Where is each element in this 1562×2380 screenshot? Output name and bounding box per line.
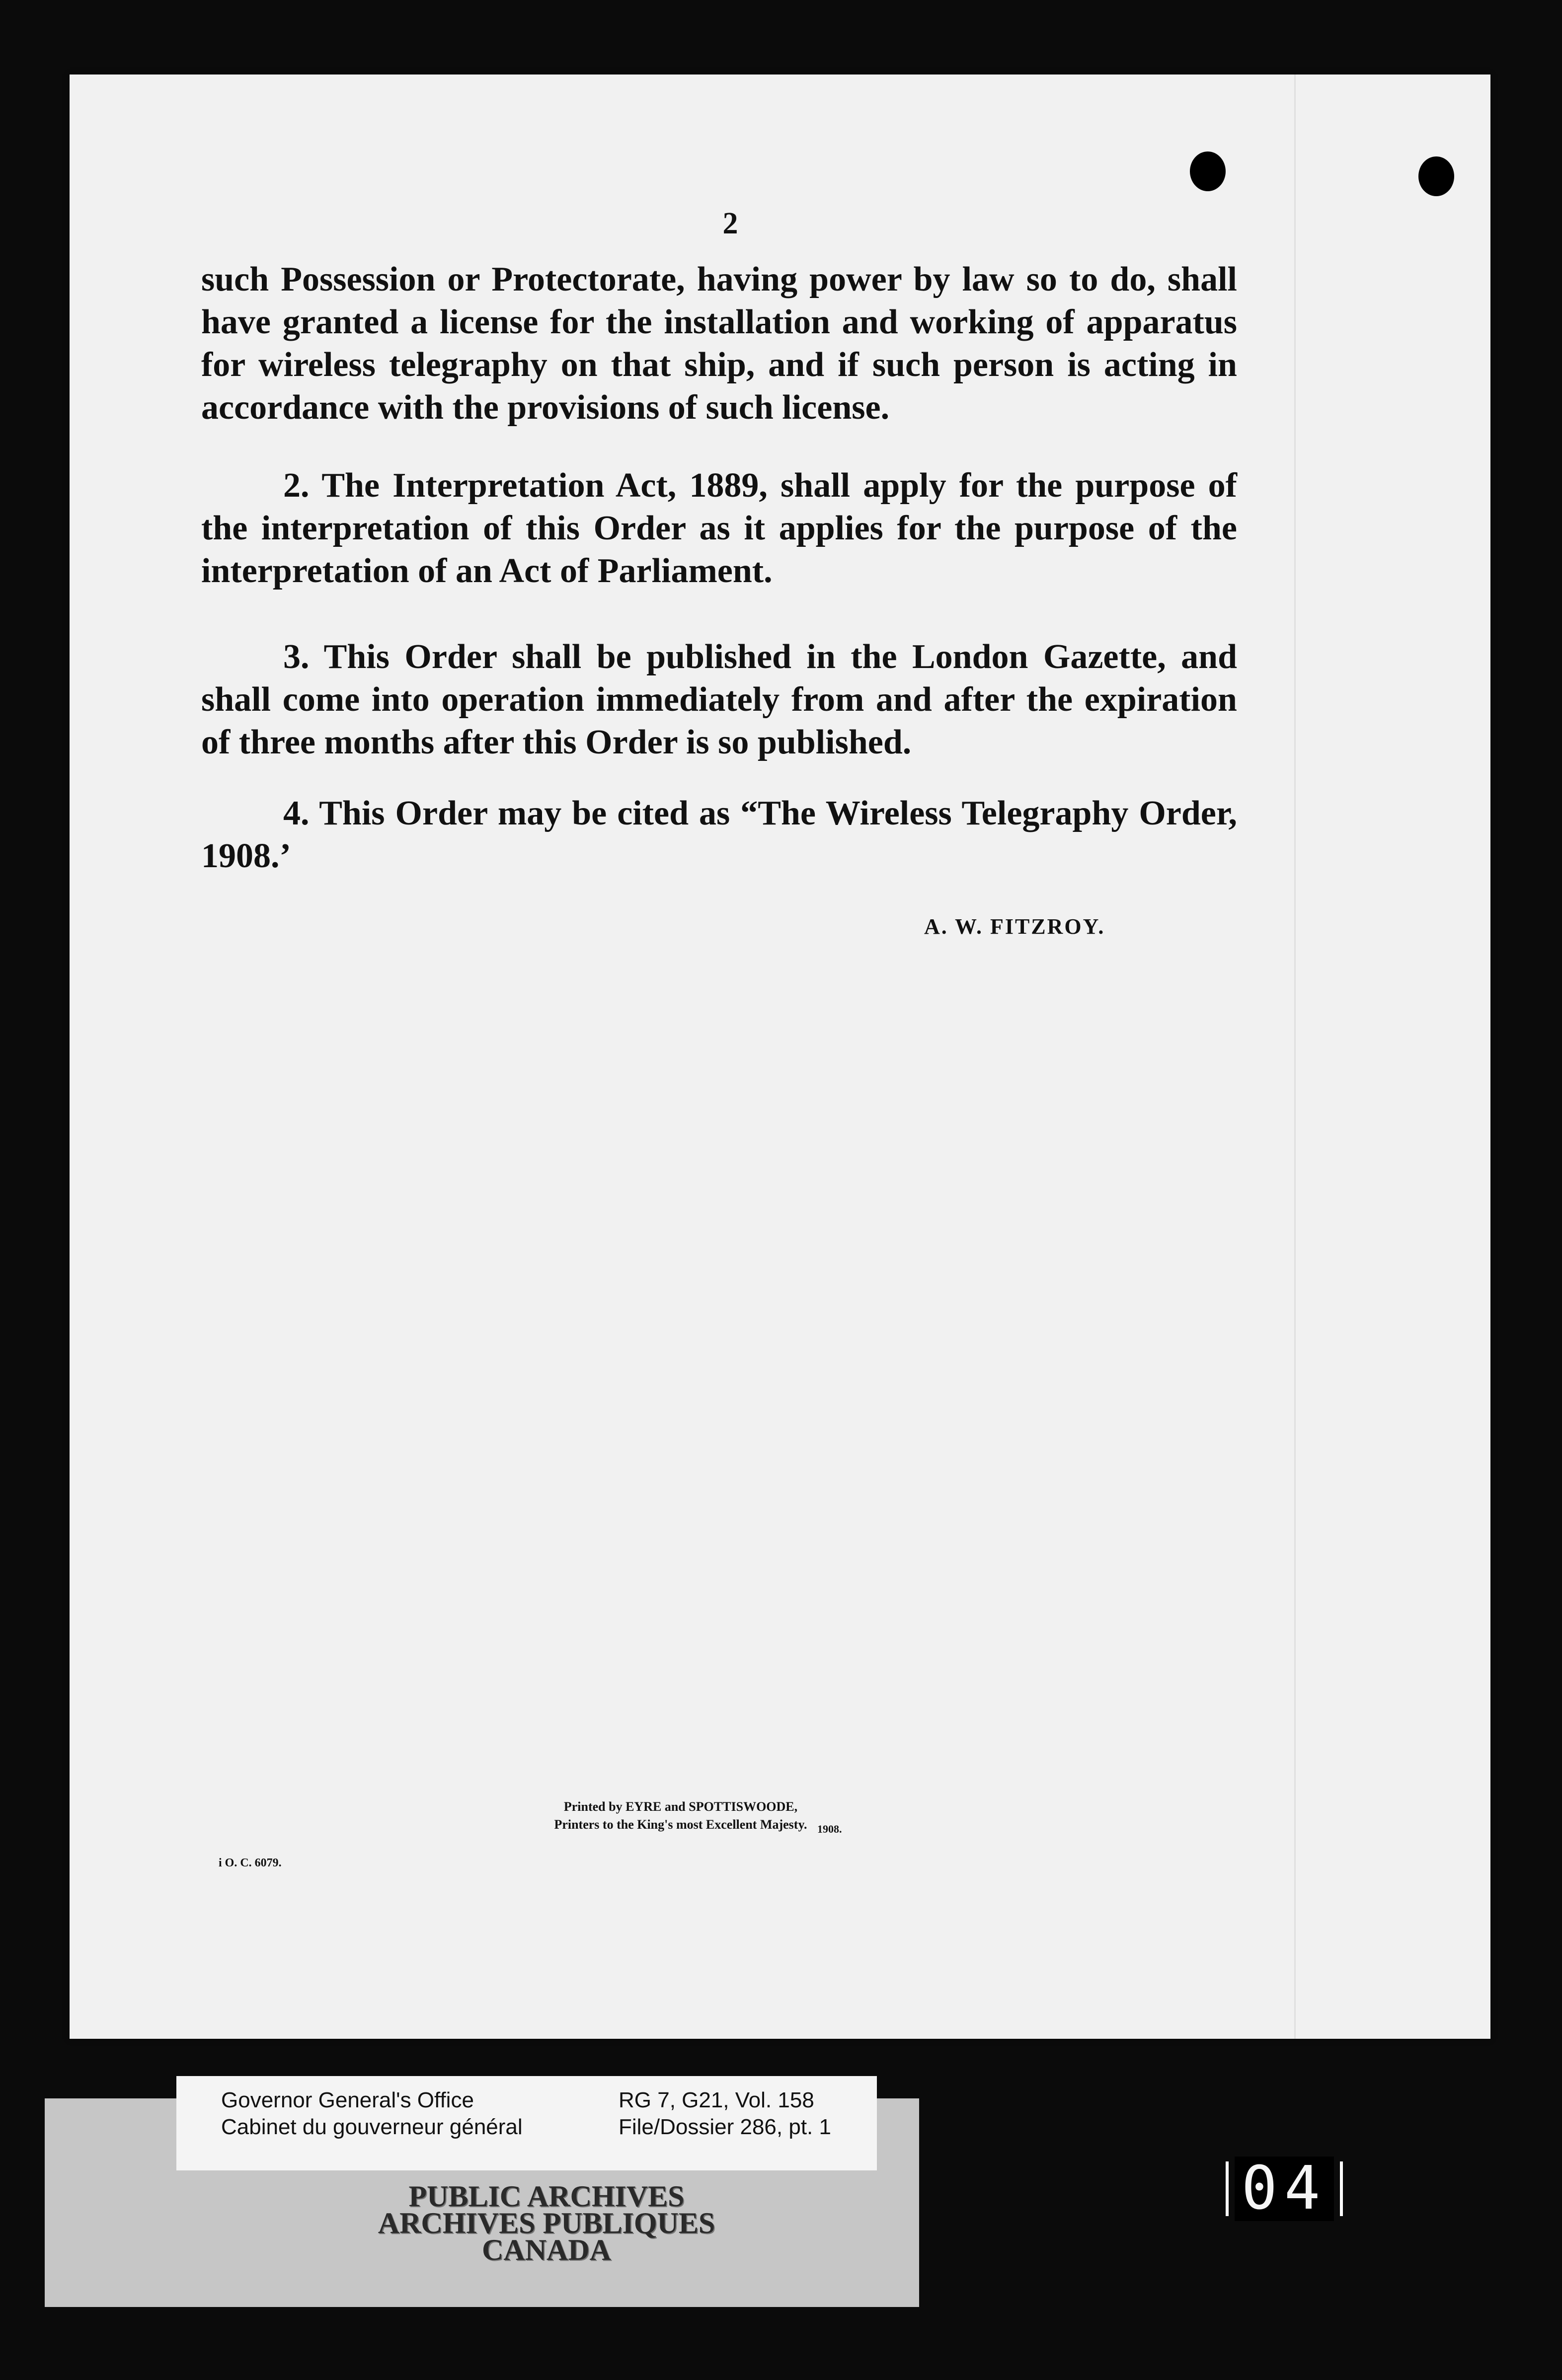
paragraph-4: 4. This Order may be cited as “The Wireless Telegraphy Order, 1908.’ xyxy=(201,794,1237,875)
frame-counter: 04 xyxy=(1235,2157,1334,2221)
label-office-fr: Cabinet du gouverneur général xyxy=(221,2115,523,2139)
label-file: File/Dossier 286, pt. 1 xyxy=(619,2115,831,2139)
stamp-line: CANADA xyxy=(482,2233,611,2266)
archive-label xyxy=(176,2076,877,2170)
punch-hole xyxy=(1418,156,1454,196)
label-reference xyxy=(619,2087,831,2141)
page-number: 2 xyxy=(722,207,738,240)
paragraph-2: 2. The Interpretation Act, 1889, shall apply for the purpose of the interpretation of this Order as it applies for the purpose of the interpretation of an Act of Parliament. xyxy=(201,466,1237,590)
label-record-group: RG 7, G21, Vol. 158 xyxy=(619,2088,814,2112)
label-office-en: Governor General's Office xyxy=(221,2088,474,2112)
opening-paragraph: such Possession or Protectorate, having power by law so to do, shall have granted a license for the installation and working of apparatus for wireless telegraphy on that ship, and if such person is acting in accordance with the provisions of such license. xyxy=(201,260,1237,427)
printer-line: Printers to the King's most Excellent Majesty. xyxy=(554,1817,807,1832)
punch-hole xyxy=(1190,151,1226,191)
archives-stamp xyxy=(358,2180,735,2266)
fold-line xyxy=(1294,74,1296,2039)
order-reference: i O. C. 6079. xyxy=(219,1857,282,1869)
paragraph-3: 3. This Order shall be published in the London Gazette, and shall come into operation immediately from and after the expiration of three months after this Order is so published. xyxy=(201,638,1237,761)
signature: A. W. FITZROY. xyxy=(924,914,1105,939)
printer-line: Printed by EYRE and SPOTTISWOODE, xyxy=(563,1799,798,1814)
label-office xyxy=(221,2087,523,2141)
printer-year: 1908. xyxy=(817,1823,842,1835)
stamp-line: PUBLIC ARCHIVES xyxy=(408,2180,685,2213)
stamp-line: ARCHIVES PUBLIQUES xyxy=(378,2207,715,2239)
